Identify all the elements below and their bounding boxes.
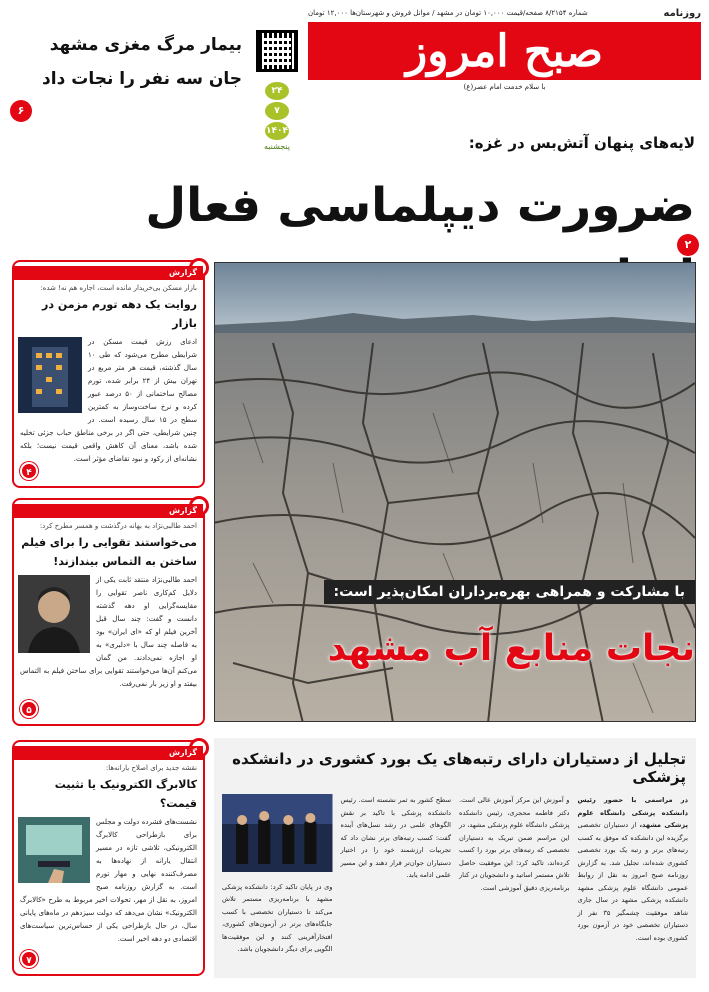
side-story-coupon[interactable]: [12, 740, 205, 976]
date-month: ۷: [265, 102, 289, 120]
masthead-topline: [308, 6, 701, 20]
story-title: روایت یک دهه تورم مزمن در بازار: [42, 298, 197, 330]
article-column-2: [459, 794, 570, 956]
date-badge: [262, 80, 292, 151]
story-body: نشست‌های فشرده دولت و مجلس برای بازطراحی کالابرگ الکترونیکی، تلاشی تازه در مسیر انتقال یارانه از نهاده‌ها به مصرف‌کننده نهایی و مهار تورم است. به گزارش روزنامه صبح امروز، به نقل از مهر، تحولات اخیر مربوط به طرح «کالابرگ الکترونیک» نشان می‌دهد که دولت سیزدهم در ماه‌های پایانی سال، در حال بازطراحی یکی از حساس‌ترین سیاست‌های اقتصادی دو دهه اخیر است.: [20, 818, 197, 943]
article-column-4: [222, 794, 333, 956]
report-tag: گزارش: [14, 266, 203, 280]
date-day: ۲۴: [265, 82, 289, 100]
masthead: [308, 6, 701, 96]
date-year: ۱۴۰۴: [265, 122, 289, 140]
side-story-cinema[interactable]: [12, 498, 205, 726]
ceremony-photo: [222, 794, 333, 872]
story-body: ادعای رزش قیمت مسکن در شرایطی مطرح می‌شود که طی ۱۰ سال گذشته، قیمت هر متر مربع در تهران بیش از ۲۴ برابر شده، تورم مصالح ساختمانی از ۵۰ درصد عبور کرده و نرخ ساخت‌وساز به کمترین سطح در ۱۵ سال رسیده است. در چنین شرایطی، حتی اگر در برخی مناطق حباب جزئی تخلیه شده باشد، معنای آن کاهش واقعی قیمت نیست؛ بلکه نشانه‌ای از رکود و نبود تقاضای مؤثر است.: [20, 338, 198, 463]
atm-photo: [18, 817, 90, 883]
article-text: و آموزش این مرکز آموزش عالی است. دکتر فاطمه محجری، رئیس دانشکده پزشکی دانشگاه علوم پزشکی مشهد، در این مراسم ضمن تبریک به دستیاران تخصصی که رتبه‌های برتر بورد را کسب کرده‌اند، تاکید کرد: این موفقیت حاصل تلاش مستمر اساتید و دانشجویان در کنار برنامه‌ریزی دقیق آموزشی است.: [459, 796, 570, 892]
story-supertitle: نقشه جدید برای اصلاح یارانه‌ها:: [105, 764, 197, 772]
top-teaser[interactable]: [10, 28, 242, 117]
story-page-number: ۷: [20, 950, 38, 968]
report-tag: گزارش: [14, 504, 203, 518]
main-headline[interactable]: ضرورت دیپلماسی فعال: [145, 178, 695, 233]
story-page-number: ۵: [20, 700, 38, 718]
qr-code-icon[interactable]: [256, 30, 298, 72]
weekday: پنجشنبه: [263, 142, 291, 151]
article-columns: [214, 786, 696, 956]
story-title: می‌خواستند تقوایی را برای فیلم ساختن به التماس بیندازند!: [21, 536, 197, 568]
story-supertitle: بازار مسکن بی‌خریدار مانده است، اجاره هم نه! شده:: [40, 284, 197, 292]
article-lead: در مراسمی با حضور رئیس دانشکده پزشکی دانشگاه علوم پزشکی مشهد،: [577, 796, 688, 829]
story-title: کالابرگ الکترونیک یا تثبیت قیمت؟: [54, 778, 197, 810]
story-body: احمد طالبی‌نژاد منتقد ثابت یکی از دلایل کم‌کاری ناصر تقوایی را مقایسه‌گرایی او دهه گذشته دانست و گفت: چند سال قبل آخرین فیلم او که «ای ایران» بود به فاصله چند سال با «دلبری» به او اجازه نمی‌دادند. من گمان می‌کنم آن‌ها می‌خواستند تقوایی برای ساختن فیلم به التماس بیفتد و او زیر بار نمی‌رفت.: [20, 576, 197, 688]
side-story-housing[interactable]: [12, 260, 205, 488]
story-page-number: ۴: [20, 462, 38, 480]
newspaper-logo[interactable]: [308, 22, 701, 80]
bottom-article-title: تجلیل از دستیاران دارای رتبه‌های یک بورد کشوری در دانشکده پزشکی: [232, 750, 686, 786]
teaser-line-2: جان سه نفر را نجات داد: [42, 69, 242, 89]
article-text: از دستیاران تخصصی برگزیده این دانشکده که موفق به کسب رتبه‌های برتر و رتبه یک بورد تخصصی کشوری شده‌اند، تجلیل شد. به گزارش روزنامه صبح امروز به نقل از روابط عمومی دانشگاه علوم پزشکی مشهد دانشکده پزشکی مشهد در سال جاری شاهد موفقیت چشمگیر ۳۵ نفر از دستیاران تخصصی خود در آزمون بورد کشوری بوده است.: [577, 821, 688, 942]
article-text: وی در پایان تاکید کرد: دانشکده پزشکی مشهد با برنامه‌ریزی مستمر تلاش می‌کند تا دستیاران تخصصی با کسب جایگاه‌های برتر در آزمون‌های کشوری، افتخارآفرینی کنند و این موفقیت‌ها الگویی برای دیگر دانشجویان باشد.: [222, 882, 333, 953]
story-supertitle: احمد طالبی‌نژاد به بهانه درگذشت و همسر مطرح کرد:: [39, 522, 197, 530]
logo-text: صبح امروز: [406, 25, 603, 77]
portrait-photo: [18, 575, 90, 653]
photo-story-title[interactable]: نجات منابع آب مشهد: [327, 628, 695, 669]
main-kicker: لایه‌های پنهان آتش‌بس در غزه:: [468, 134, 695, 152]
report-tag: گزارش: [14, 746, 203, 760]
article-column-3: [341, 794, 452, 956]
teaser-line-1: بیمار مرگ مغزی مشهد: [49, 35, 242, 55]
photo-story-kicker: با مشارکت و همراهی بهره‌برداران امکان‌پذیر است:: [324, 580, 695, 604]
masthead-motto: با سلام خدمت امام عصر(ع): [463, 83, 546, 91]
article-column-1: [578, 794, 689, 956]
teaser-page-number: ۶: [10, 100, 32, 122]
issue-info: شماره ۸/۲۱۵۴ صفحه/قیمت ۱۰,۰۰۰ تومان در مشهد / موانل فروش و شهرستان‌ها ۱۲,۰۰۰ تومان: [308, 9, 588, 17]
building-photo: [18, 337, 82, 413]
bottom-article[interactable]: [214, 738, 696, 978]
headline-page-number: ۲: [677, 234, 699, 256]
article-text: سطح کشور به ثمر نشسته است. رئیس دانشکده پزشکی با تاکید بر نقش الگوهای علمی در رشد نسل‌های آینده گفت: کسب رتبه‌های برتر نشان داد که تجربیات ارزشمند خود را در اختیار دستیاران جوان‌تر قرار دهند و این مسیر علمی ادامه یابد.: [340, 796, 451, 879]
paper-type-label: روزنامه: [663, 7, 701, 19]
